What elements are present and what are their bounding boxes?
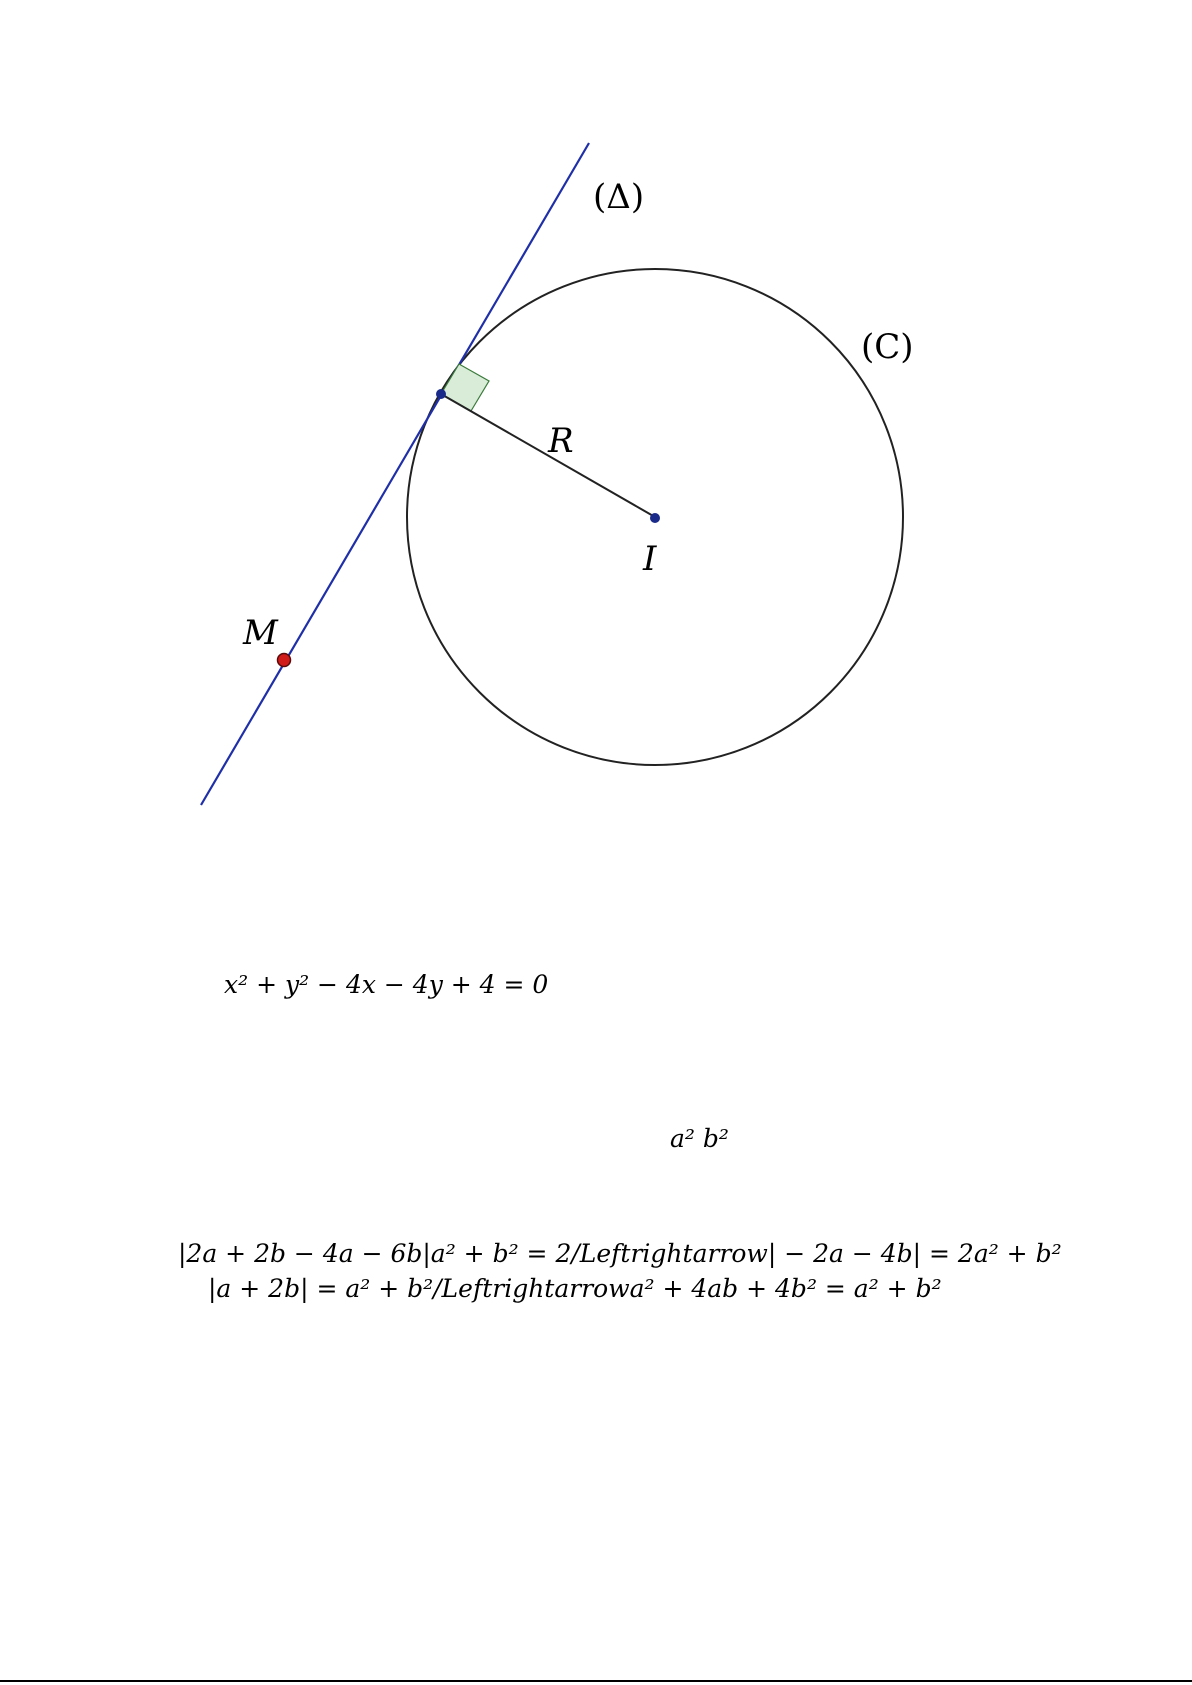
page-bottom-rule bbox=[0, 1680, 1192, 1682]
right-angle-marker bbox=[441, 364, 489, 411]
circle-equation: x² + y² − 4x − 4y + 4 = 0 bbox=[224, 970, 549, 999]
radius-label: R bbox=[548, 421, 574, 461]
distance-equation-line-1: |2a + 2b − 4a − 6b|a² + b² = 2/Leftrightarrow| − 2a − 4b| = 2a² + b² bbox=[178, 1239, 1062, 1268]
tangent-point bbox=[436, 389, 446, 399]
squares-fragment: a² b² bbox=[670, 1124, 729, 1153]
point-m-label: M bbox=[243, 613, 278, 653]
point-m bbox=[278, 654, 291, 667]
center-label: I bbox=[643, 539, 657, 579]
center-point-i bbox=[650, 513, 660, 523]
distance-equation-line-2: |a + 2b| = a² + b²/Leftrightarrowa² + 4ab + 4b² = a² + b² bbox=[208, 1274, 942, 1303]
tangent-line-delta bbox=[201, 143, 589, 805]
line-label: (Δ) bbox=[593, 177, 645, 217]
geometry-diagram bbox=[0, 0, 1192, 830]
circle-label: (C) bbox=[861, 327, 914, 367]
